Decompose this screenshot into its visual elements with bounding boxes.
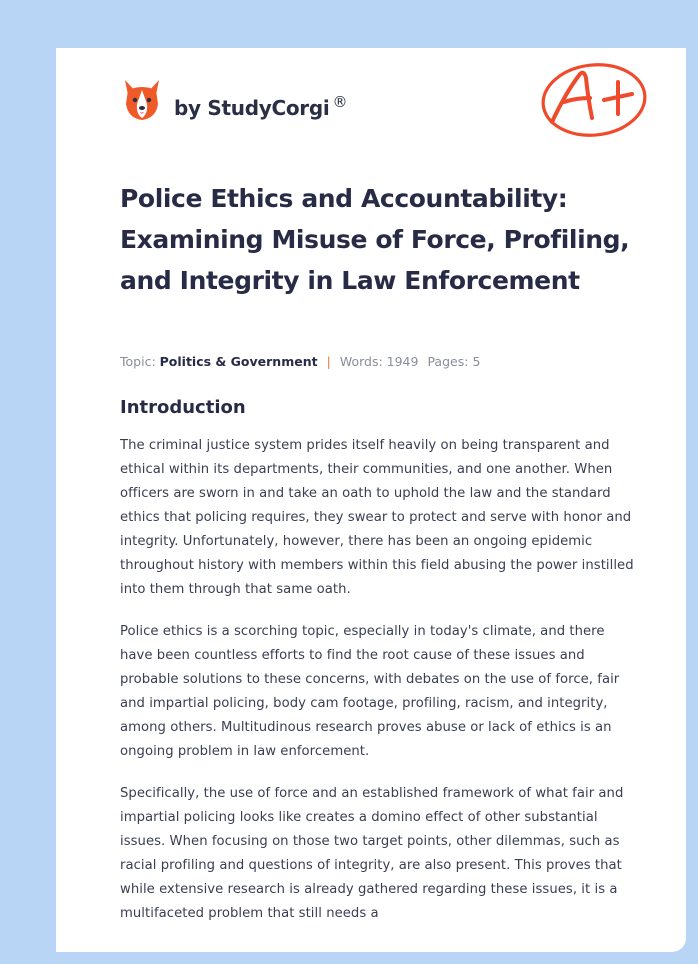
words-label: Words: <box>339 354 383 369</box>
document-title: Police Ethics and Accountability: Examining Misuse of Force, Profiling, and Integrity in Law Enforcement <box>120 184 630 295</box>
brand-name: by StudyCorgi ® <box>174 92 348 120</box>
topic-link[interactable]: Politics & Government <box>159 354 318 369</box>
document-meta <box>120 353 480 371</box>
a-plus-grade-icon <box>538 58 650 140</box>
pages-label: Pages: <box>427 354 469 369</box>
pages-count: 5 <box>472 354 481 369</box>
section-heading: Introduction <box>120 397 246 418</box>
topic-label: Topic: <box>120 354 156 369</box>
paragraph: Police ethics is a scorching topic, especially in today's climate, and there have been countless efforts to find the root cause of these issues and probable solutions to these concerns, with debates on the use of force, fair and impartial policing, body cam footage, profiling, racism, and integrity, among others. Multitudinous research proves abuse or lack of ethics is an ongoing problem in law enforcement. <box>120 624 620 759</box>
brand-header[interactable] <box>122 76 347 124</box>
document-page <box>56 48 686 952</box>
document-body <box>120 434 640 944</box>
paragraph: The criminal justice system prides itself heavily on being transparent and ethical within its departments, their communities, and one another. When officers are sworn in and take an oath to uphold the law and the standard ethics that policing requires, they swear to protect and serve with honor and integrity. Unfortunately, however, there has been an ongoing epidemic throughout history with members within this field abusing the power instilled into them through that same oath. <box>120 438 634 597</box>
paragraph: Specifically, the use of force and an established framework of what fair and impartial policing looks like creates a domino effect of other substantial issues. When focusing on those two target points, other dilemmas, such as racial profiling and questions of integrity, are also present. This proves that while extensive research is already gathered regarding these issues, it is a multifaceted problem that still needs a <box>120 786 624 921</box>
words-count: 1949 <box>386 354 419 369</box>
meta-separator: | <box>326 354 331 369</box>
registered-mark: ® <box>332 92 348 111</box>
corgi-icon <box>122 78 162 122</box>
